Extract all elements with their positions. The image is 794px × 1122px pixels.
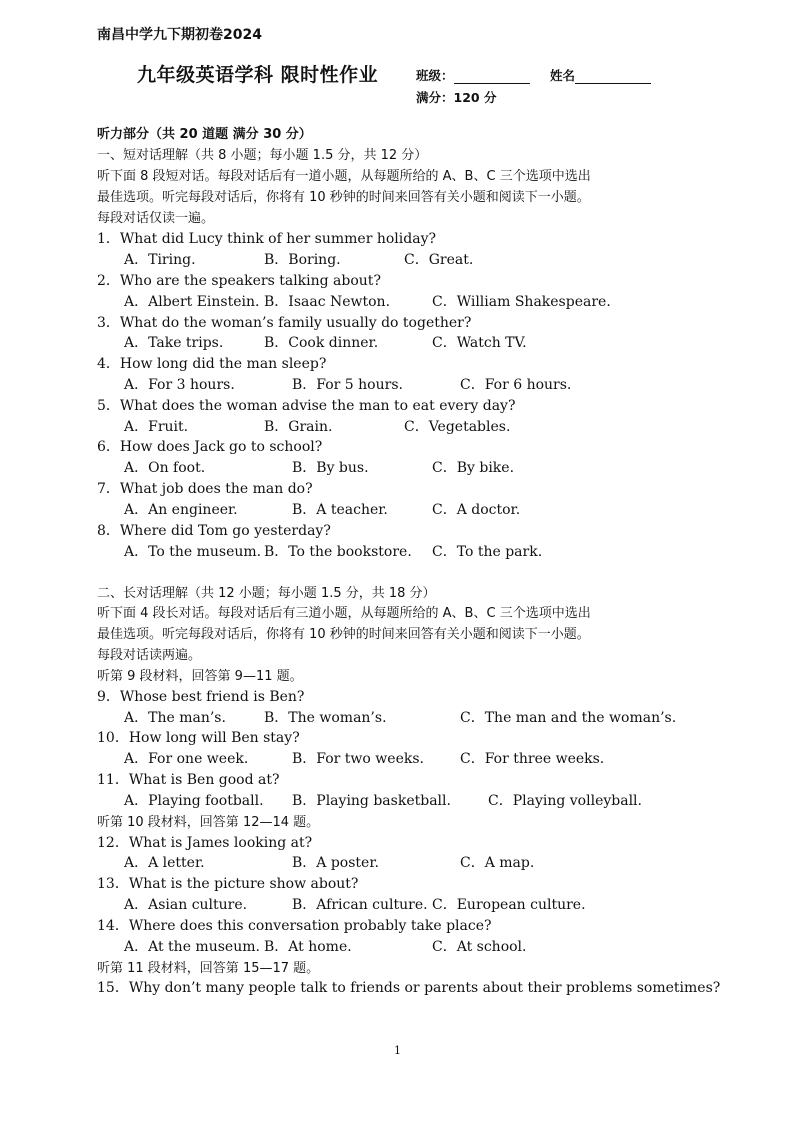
option-b[interactable]: B．For 5 hours.	[292, 377, 403, 393]
option-a[interactable]: A．Fruit.	[124, 419, 189, 435]
option-b[interactable]: B．For two weeks.	[292, 751, 424, 767]
material-instruction: 听第 9 段材料，回答第 9—11 题。	[97, 669, 303, 684]
school-name: 南昌中学九下期初卷2024	[97, 27, 262, 43]
option-a[interactable]: A．Asian culture.	[124, 897, 248, 913]
option-c[interactable]: C．By bike.	[432, 460, 515, 476]
question-stem: 10．How long will Ben stay?	[97, 730, 300, 746]
option-b[interactable]: B．Playing basketball.	[292, 793, 451, 809]
option-c[interactable]: C．Vegetables.	[404, 419, 511, 435]
question-stem: 15．Why don’t many people talk to friends or parents about their problems sometimes?	[97, 980, 721, 996]
option-b[interactable]: B．Boring.	[264, 252, 341, 268]
option-c[interactable]: C．Playing volleyball.	[488, 793, 642, 809]
option-a[interactable]: A．At the museum.	[124, 939, 260, 955]
page-title: 九年级英语学科 限时性作业	[137, 64, 379, 86]
option-c[interactable]: C．At school.	[432, 939, 527, 955]
question-stem: 11．What is Ben good at?	[97, 772, 280, 788]
option-b[interactable]: B．Grain.	[264, 419, 333, 435]
name-blank[interactable]	[575, 70, 651, 84]
question-stem: 4．How long did the man sleep?	[97, 356, 327, 372]
option-b[interactable]: B．At home.	[264, 939, 352, 955]
option-c[interactable]: C．To the park.	[432, 544, 543, 560]
material-instruction: 听第 11 段材料，回答第 15—17 题。	[97, 961, 320, 976]
option-b[interactable]: B．Isaac Newton.	[264, 294, 391, 310]
option-a[interactable]: A．A letter.	[124, 855, 205, 871]
full-score: 满分：120 分	[416, 90, 497, 105]
section2-instruction: 最佳选项。听完每段对话后，你将有 10 秒钟的时间来回答有关小题和阅读下一小题。	[97, 627, 590, 642]
option-a[interactable]: A．The man’s.	[124, 710, 226, 726]
option-a[interactable]: A．Playing football.	[124, 793, 264, 809]
question-stem: 8．Where did Tom go yesterday?	[97, 523, 331, 539]
question-stem: 7．What job does the man do?	[97, 481, 313, 497]
option-a[interactable]: A．An engineer.	[124, 502, 238, 518]
option-b[interactable]: B．A poster.	[292, 855, 379, 871]
option-c[interactable]: C．Watch TV.	[432, 335, 527, 351]
option-a[interactable]: A．Take trips.	[124, 335, 224, 351]
option-b[interactable]: B．African culture.	[292, 897, 428, 913]
option-c[interactable]: C．A doctor.	[432, 502, 521, 518]
option-b[interactable]: B．A teacher.	[292, 502, 388, 518]
option-a[interactable]: A．For one week.	[124, 751, 249, 767]
option-c[interactable]: C．Great.	[404, 252, 474, 268]
listening-heading: 听力部分（共 20 道题 满分 30 分）	[97, 127, 312, 142]
material-instruction: 听第 10 段材料，回答第 12—14 题。	[97, 815, 320, 830]
option-a[interactable]: A．On foot.	[124, 460, 206, 476]
question-stem: 9．Whose best friend is Ben?	[97, 689, 305, 705]
option-c[interactable]: C．A map.	[460, 855, 535, 871]
option-b[interactable]: B．The woman’s.	[264, 710, 387, 726]
page-number: 1	[394, 1044, 401, 1057]
question-stem: 1．What did Lucy think of her summer holiday?	[97, 231, 436, 247]
option-c[interactable]: C．For 6 hours.	[460, 377, 572, 393]
option-c[interactable]: C．The man and the woman’s.	[460, 710, 677, 726]
option-a[interactable]: A．Albert Einstein.	[124, 294, 260, 310]
question-stem: 6．How does Jack go to school?	[97, 439, 323, 455]
name-label: 姓名	[550, 68, 576, 83]
name-field	[550, 66, 651, 84]
option-a[interactable]: A．For 3 hours.	[124, 377, 235, 393]
class-field	[416, 66, 530, 84]
section1-instruction: 听下面 8 段短对话。每段对话后有一道小题，从每题所给的 A、B、C 三个选项中选出	[97, 169, 591, 184]
section1-instruction: 每段对话仅读一遍。	[97, 211, 215, 226]
option-b[interactable]: B．Cook dinner.	[264, 335, 379, 351]
section2-instruction: 每段对话读两遍。	[97, 648, 202, 663]
section2-title: 二、长对话理解（共 12 小题；每小题 1.5 分，共 18 分）	[97, 586, 436, 601]
option-b[interactable]: B．By bus.	[292, 460, 369, 476]
question-stem: 3．What do the woman’s family usually do together?	[97, 315, 472, 331]
option-c[interactable]: C．European culture.	[432, 897, 586, 913]
section1-instruction: 最佳选项。听完每段对话后，你将有 10 秒钟的时间来回答有关小题和阅读下一小题。	[97, 190, 590, 205]
option-a[interactable]: A．Tiring.	[124, 252, 196, 268]
option-c[interactable]: C．For three weeks.	[460, 751, 605, 767]
class-blank[interactable]	[454, 70, 530, 84]
question-stem: 14．Where does this conversation probably take place?	[97, 918, 492, 934]
question-stem: 13．What is the picture show about?	[97, 876, 359, 892]
option-c[interactable]: C．William Shakespeare.	[432, 294, 611, 310]
option-a[interactable]: A．To the museum.	[124, 544, 262, 560]
question-stem: 12．What is James looking at?	[97, 835, 313, 851]
class-label: 班级：	[416, 68, 454, 83]
option-b[interactable]: B．To the bookstore.	[264, 544, 412, 560]
question-stem: 5．What does the woman advise the man to eat every day?	[97, 398, 516, 414]
section1-title: 一、短对话理解（共 8 小题；每小题 1.5 分，共 12 分）	[97, 148, 428, 163]
section2-instruction: 听下面 4 段长对话。每段对话后有三道小题，从每题所给的 A、B、C 三个选项中选出	[97, 606, 591, 621]
question-stem: 2．Who are the speakers talking about?	[97, 273, 381, 289]
